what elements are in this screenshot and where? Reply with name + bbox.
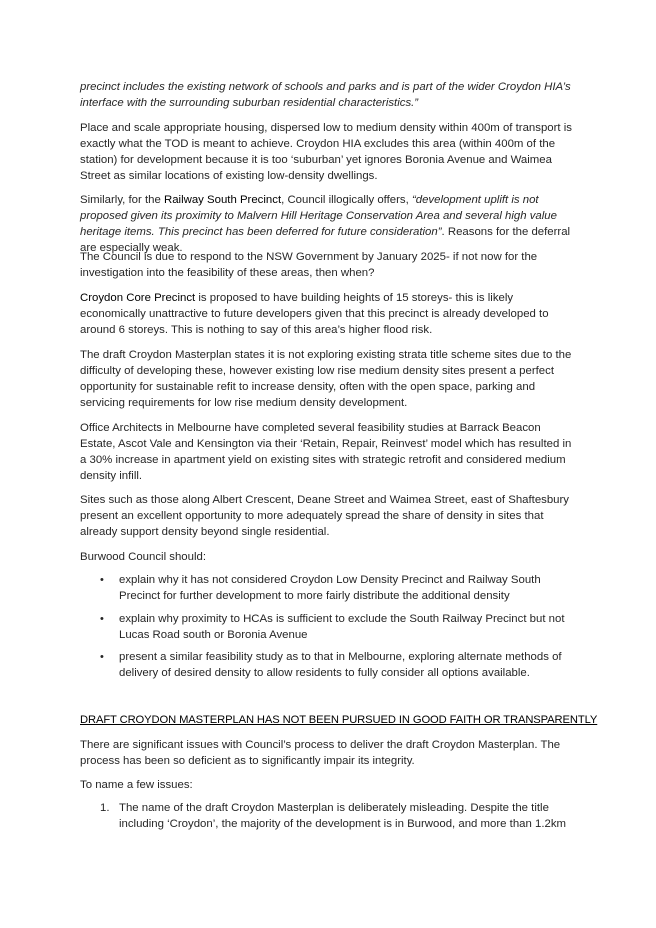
bullet-marker: • (100, 574, 104, 586)
issues-intro: To name a few issues: (80, 779, 193, 791)
croydon-core-precinct-term: Croydon Core Precinct (80, 292, 196, 304)
text-run: . Reasons for the deferral are especially weak. (80, 226, 571, 254)
text-run: , Council illogically offers, (281, 194, 412, 206)
quote-paragraph: precinct includes the existing network of schools and parks and is part of the wider Croydon HIA’s interface with the surrounding suburban residential characteristics.” (80, 81, 571, 109)
list-item-text: The name of the draft Croydon Masterplan is deliberately misleading. Despite the title including ‘Croydon’, the majority of the development is in Burwood, and more than 1.2km (119, 802, 567, 830)
process-paragraph: There are significant issues with Council’s process to deliver the draft Croydon Masterplan. The process has been so deficient as to significantly impair its integrity. (80, 739, 561, 767)
croydon-core-paragraph (80, 290, 578, 338)
railway-south-paragraph (80, 192, 578, 256)
deadline-paragraph: The Council is due to respond to the NSW Government by January 2025- if not now for the investigation into the feasibility of these areas, then when? (80, 251, 538, 279)
bullet-marker: • (100, 613, 104, 625)
list-number: 1. (100, 802, 110, 814)
council-quote: “development uplift is not proposed given its proximity to Malvern Hill Heritage Conservation Area and several high value heritage items. This precinct has been deferred for future consideration” (80, 194, 557, 238)
bullet-marker: • (100, 651, 104, 663)
office-architects-paragraph: Office Architects in Melbourne have completed several feasibility studies at Barrack Beacon Estate, Ascot Vale and Kensington via their ‘Retain, Repair, Reinvest’ model which has resulted in a 30% increase in apartment yield on existing sites with strategic retrofit and considered medium density infill. (80, 422, 572, 482)
sites-paragraph: Sites such as those along Albert Crescent, Deane Street and Waimea Street, east of Shaftesbury present an excellent opportunity to more adequately spread the share of density in sites that already support density beyond single residential. (80, 494, 570, 538)
text-run: is proposed to have building heights of 15 storeys- this is likely economically unattractive to future developers given that this precinct is already developed to around 6 storeys. This is nothing to say of this area’s higher flood risk. (80, 292, 549, 336)
bullet-text: explain why it has not considered Croydon Low Density Precinct and Railway South Precinct for further development to more fairly distribute the additional density (119, 574, 541, 602)
bullet-text: explain why proximity to HCAs is sufficient to exclude the South Railway Precinct but not Lucas Road south or Boronia Avenue (119, 613, 565, 641)
railway-south-precinct-term: Railway South Precinct (163, 194, 282, 206)
bullet-text: present a similar feasibility study as to that in Melbourne, exploring alternate methods of delivery of desired density to allow residents to fully consider all options available. (119, 651, 562, 679)
council-should-paragraph: Burwood Council should: (80, 551, 207, 563)
tod-paragraph: Place and scale appropriate housing, dispersed low to medium density within 400m of transport is exactly what the TOD is meant to achieve. Croydon HIA excludes this area (within 400m of the station) for development because it is too ‘suburban’ yet ignores Boronia Avenue and Waimea Street as similar locations of existing low-density dwellings. (80, 122, 572, 182)
strata-paragraph: The draft Croydon Masterplan states it is not exploring existing strata title scheme sites due to the difficulty of developing these, however existing low rise medium density sites present a perfect opportunity for sustainable refit to increase density, often with the open space, parking and servicing requirements for low rise medium density development. (80, 349, 572, 409)
section-heading: DRAFT CROYDON MASTERPLAN HAS NOT BEEN PURSUED IN GOOD FAITH OR TRANSPARENTLY (80, 714, 598, 726)
text-run: Similarly, for the (80, 194, 164, 206)
